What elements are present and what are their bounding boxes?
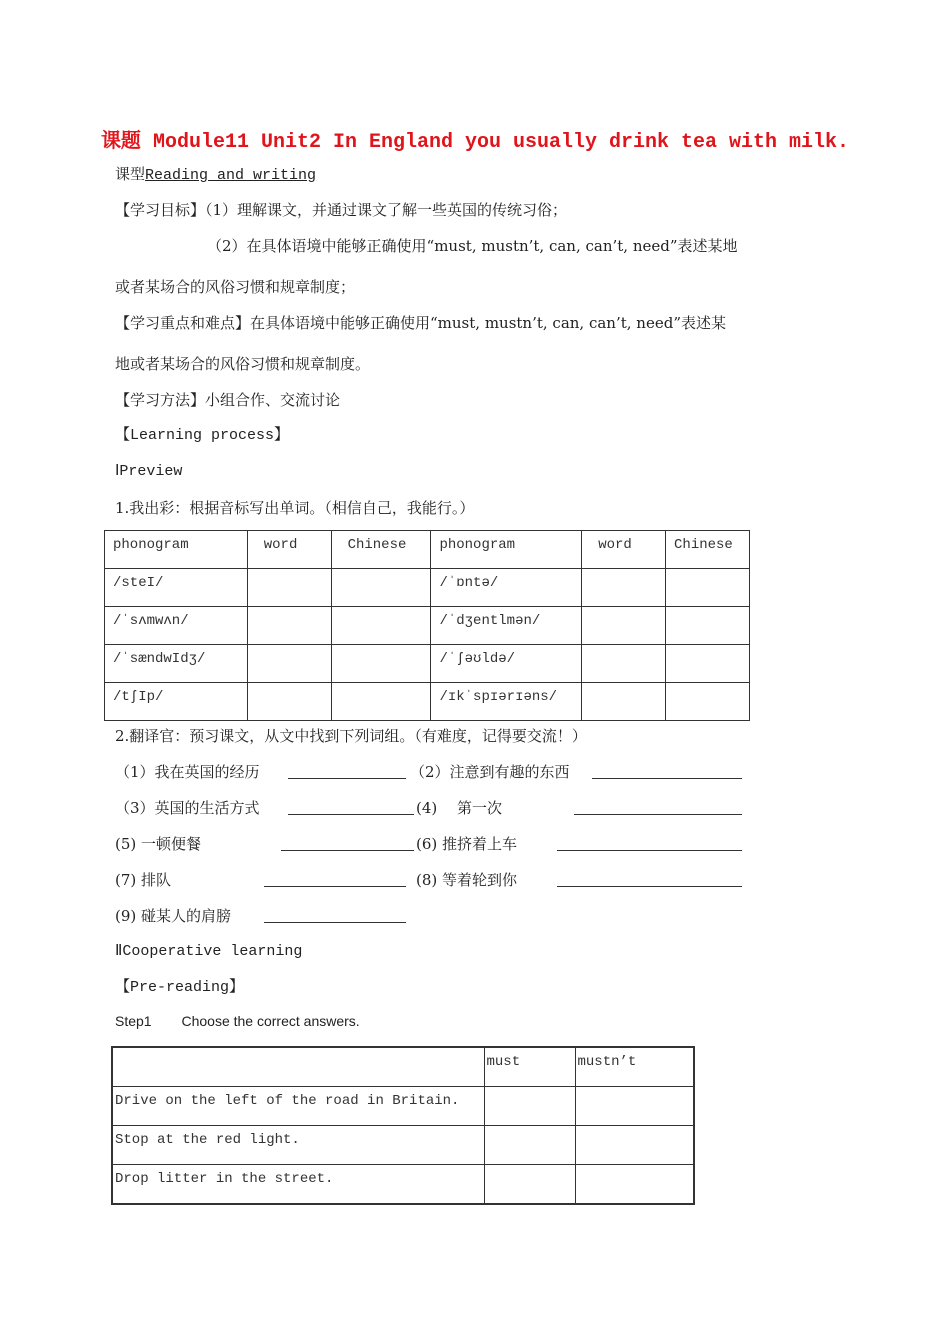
objective-2-line1: （2）在具体语境中能够正确使用“must, mustn’t, can, can’t, need”表述某地 — [207, 237, 738, 255]
table-row — [105, 569, 750, 607]
header-phonogram-2: phonogram — [431, 531, 582, 569]
must-answer-cell[interactable] — [484, 1126, 575, 1165]
word-answer-cell[interactable] — [582, 683, 666, 721]
rule-text: Stop at the red light. — [112, 1126, 484, 1165]
phonogram-table — [104, 530, 750, 721]
rules-header-row — [112, 1047, 694, 1087]
phrase-4: (4) 第一次 — [416, 799, 503, 817]
phonogram-cell: /ˈɒntə/ — [431, 569, 582, 607]
answer-blank-2[interactable] — [592, 764, 742, 779]
phrase-7: (7) 排队 — [115, 871, 172, 889]
mustnt-answer-cell[interactable] — [575, 1165, 694, 1205]
answer-blank-3[interactable] — [288, 800, 414, 815]
table-row — [105, 645, 750, 683]
key-points-line2: 地或者某场合的风俗习惯和规章制度。 — [115, 355, 371, 373]
task2-instruction: 2.翻译官：预习课文，从文中找到下列词组。（有难度，记得要交流！） — [115, 727, 587, 745]
header-empty — [112, 1047, 484, 1087]
answer-blank-4[interactable] — [574, 800, 742, 815]
table-row — [105, 683, 750, 721]
table-row — [105, 607, 750, 645]
answer-blank-9[interactable] — [264, 908, 406, 923]
phrase-5: (5) 一顿便餐 — [115, 835, 202, 853]
pre-reading-heading: 【Pre-reading】 — [115, 979, 245, 996]
word-answer-cell[interactable] — [247, 569, 331, 607]
objective-1: （1）理解课文，并通过课文了解一些英国的传统习俗； — [205, 201, 568, 219]
rule-text: Drop litter in the street. — [112, 1165, 484, 1205]
rules-table — [111, 1046, 695, 1205]
phonogram-cell: /steI/ — [105, 569, 248, 607]
word-answer-cell[interactable] — [582, 645, 666, 683]
phonogram-cell: /ˈsʌmwʌn/ — [105, 607, 248, 645]
header-chinese-2: Chinese — [666, 531, 750, 569]
table-row — [112, 1126, 694, 1165]
preview-heading: ⅠPreview — [115, 463, 183, 480]
phrase-6: (6) 推挤着上车 — [416, 835, 518, 853]
must-answer-cell[interactable] — [484, 1087, 575, 1126]
answer-blank-5[interactable] — [281, 836, 414, 851]
chinese-answer-cell[interactable] — [666, 645, 750, 683]
word-answer-cell[interactable] — [582, 569, 666, 607]
header-must: must — [484, 1047, 575, 1087]
mustnt-answer-cell[interactable] — [575, 1126, 694, 1165]
header-mustnt: mustn’t — [575, 1047, 694, 1087]
header-word-2: word — [582, 531, 666, 569]
phonogram-cell: /ˈʃəʊldə/ — [431, 645, 582, 683]
objectives-line1 — [115, 200, 567, 220]
word-answer-cell[interactable] — [582, 607, 666, 645]
step1-label: Step1 — [115, 1013, 152, 1029]
course-type-label: 课型 — [115, 165, 146, 183]
header-chinese: Chinese — [331, 531, 431, 569]
chinese-answer-cell[interactable] — [666, 607, 750, 645]
phrase-1: （1）我在英国的经历 — [115, 763, 260, 781]
answer-blank-7[interactable] — [264, 872, 406, 887]
objective-2-line2: 或者某场合的风俗习惯和规章制度； — [115, 278, 356, 296]
phrase-8: (8) 等着轮到你 — [416, 871, 518, 889]
phrase-2: （2）注意到有趣的东西 — [410, 763, 570, 781]
chinese-answer-cell[interactable] — [331, 645, 431, 683]
course-type-value: Reading and writing — [145, 167, 317, 184]
word-answer-cell[interactable] — [247, 683, 331, 721]
phrase-3: （3）英国的生活方式 — [115, 799, 260, 817]
table-row — [112, 1165, 694, 1205]
word-answer-cell[interactable] — [247, 607, 331, 645]
phonogram-cell: /tʃIp/ — [105, 683, 248, 721]
chinese-answer-cell[interactable] — [331, 569, 431, 607]
answer-blank-6[interactable] — [557, 836, 742, 851]
phrase-9: (9) 碰某人的肩膀 — [115, 907, 232, 925]
rule-text: Drive on the left of the road in Britain. — [112, 1087, 484, 1126]
chinese-answer-cell[interactable] — [331, 683, 431, 721]
course-type — [115, 164, 316, 186]
chinese-answer-cell[interactable] — [666, 683, 750, 721]
objectives-label: 【学习目标】 — [115, 201, 206, 219]
phonogram-cell: /ˈdʒentlmən/ — [431, 607, 582, 645]
key-points-line1: 【学习重点和难点】在具体语境中能够正确使用“must, mustn’t, can, can’t, need”表述某 — [115, 314, 726, 332]
cooperative-learning-heading: ⅡCooperative learning — [115, 943, 303, 960]
phonogram-cell: /ɪkˈspɪərɪəns/ — [431, 683, 582, 721]
learning-method: 【学习方法】小组合作、交流讨论 — [115, 391, 341, 409]
answer-blank-1[interactable] — [288, 764, 406, 779]
step1-text: Choose the correct answers. — [181, 1013, 360, 1029]
step1-instruction — [115, 1013, 360, 1029]
phonogram-header-row — [105, 531, 750, 569]
mustnt-answer-cell[interactable] — [575, 1087, 694, 1126]
phonogram-cell: /ˈsændwIdʒ/ — [105, 645, 248, 683]
learning-process-heading: 【Learning process】 — [115, 427, 290, 444]
must-answer-cell[interactable] — [484, 1165, 575, 1205]
table-row — [112, 1087, 694, 1126]
task1-instruction: 1.我出彩：根据音标写出单词。（相信自己，我能行。） — [115, 499, 475, 517]
header-phonogram: phonogram — [105, 531, 248, 569]
page-title: 课题 Module11 Unit2 In England you usually drink tea with milk. — [100, 131, 850, 154]
header-word: word — [247, 531, 331, 569]
chinese-answer-cell[interactable] — [331, 607, 431, 645]
word-answer-cell[interactable] — [247, 645, 331, 683]
answer-blank-8[interactable] — [557, 872, 742, 887]
chinese-answer-cell[interactable] — [666, 569, 750, 607]
